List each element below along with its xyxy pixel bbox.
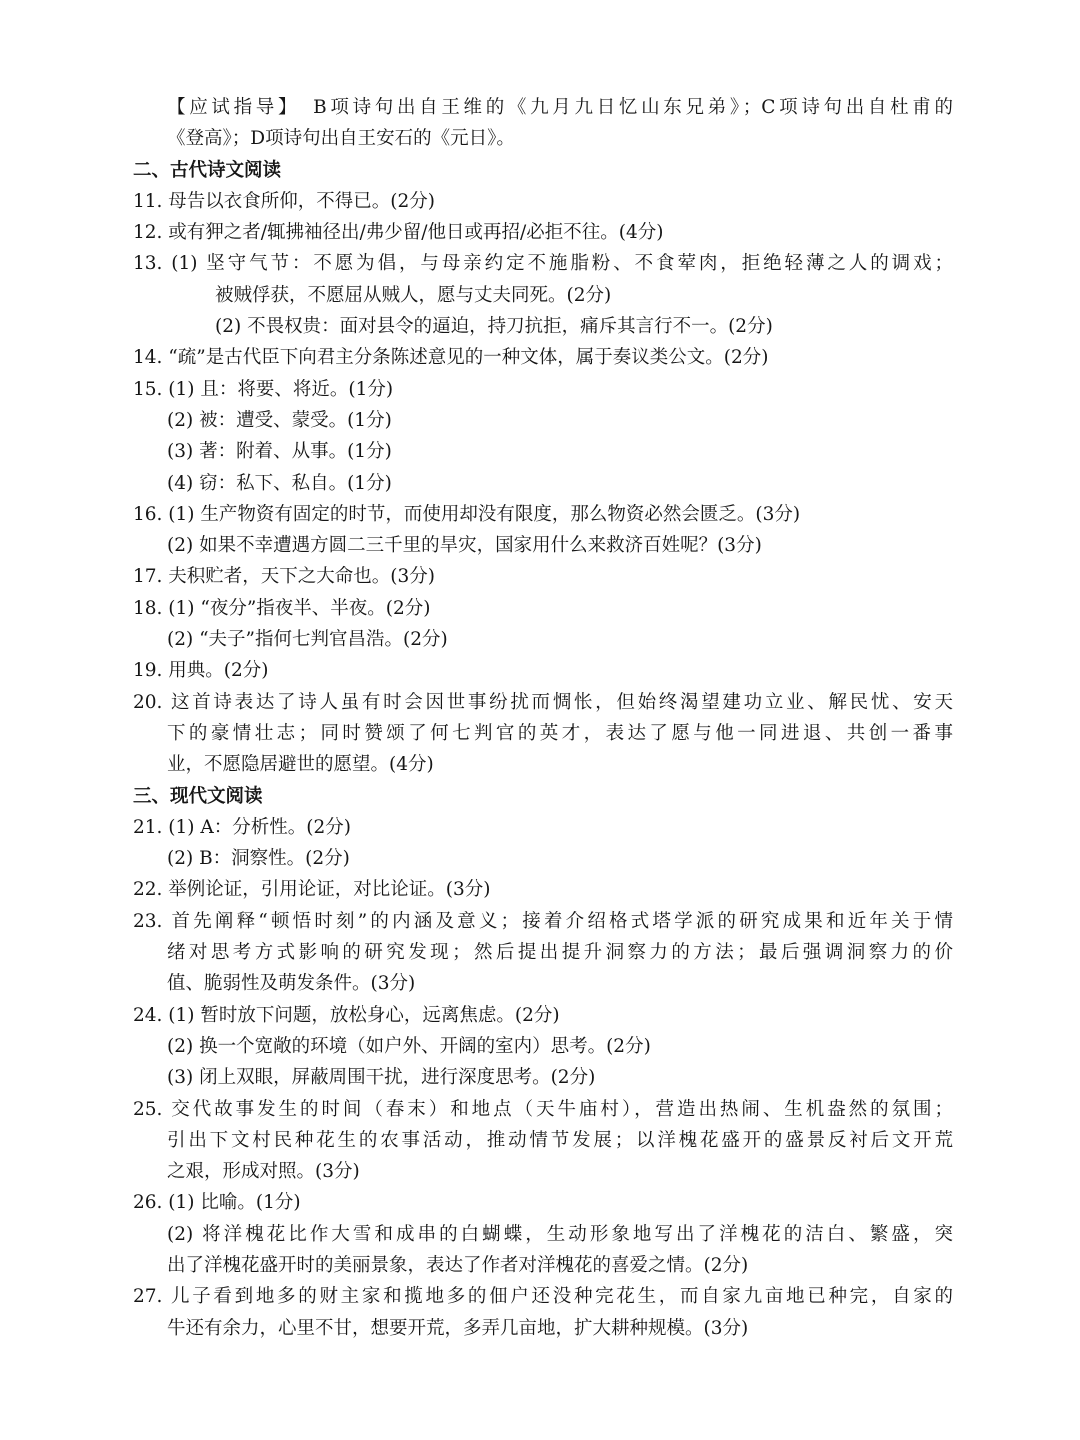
text-line: 19. 用典。(2分) xyxy=(133,660,269,682)
text-line: 11. 母告以衣食所仰，不得已。(2分) xyxy=(133,190,436,212)
section-heading: 二、古代诗文阅读 xyxy=(133,159,282,181)
text-line: (2) 如果不幸遭遇方圆二三千里的旱灾，国家用什么来救济百姓呢？(3分) xyxy=(167,535,762,557)
text-line: 12. 或有狎之者/辄拂袖径出/弗少留/他日或再招/必拒不往。(4分) xyxy=(133,222,664,244)
text-line: (2) 被：遭受、蒙受。(1分) xyxy=(167,409,392,431)
text-line: 【应试指导】 B项诗句出自王维的《九月九日忆山东兄弟》；C项诗句出自杜甫的 xyxy=(167,97,953,118)
text-line: 之艰，形成对照。(3分) xyxy=(167,1161,360,1183)
text-line: 23. 首先阐释“顿悟时刻”的内涵及意义；接着介绍格式塔学派的研究成果和近年关于情 xyxy=(133,910,953,932)
text-line: 13. (1) 坚守气节：不愿为倡，与母亲约定不施脂粉、不食荤肉，拒绝轻薄之人的调戏； xyxy=(133,253,953,275)
text-line: 25. 交代故事发生的时间（春末）和地点（天牛庙村），营造出热闹、生机盎然的氛围； xyxy=(133,1098,953,1120)
text-line: 下的豪情壮志；同时赞颂了何七判官的英才，表达了愿与他一同进退、共创一番事 xyxy=(167,722,953,744)
text-line: (3) 著：附着、从事。(1分) xyxy=(167,441,392,463)
text-line: (3) 闭上双眼，屏蔽周围干扰，进行深度思考。(2分) xyxy=(167,1067,596,1089)
text-line: (2) 将洋槐花比作大雪和成串的白蝴蝶，生动形象地写出了洋槐花的洁白、繁盛，突 xyxy=(167,1223,953,1245)
text-line: 24. (1) 暂时放下问题，放松身心，远离焦虑。(2分) xyxy=(133,1004,560,1026)
text-line: 22. 举例论证，引用论证，对比论证。(3分) xyxy=(133,879,491,901)
text-line: 14. “疏”是古代臣下向君主分条陈述意见的一种文体，属于奏议类公文。(2分) xyxy=(133,347,769,369)
text-line: 20. 这首诗表达了诗人虽有时会因世事纷扰而惆怅，但始终渴望建功立业、解民忧、安天 xyxy=(133,691,953,713)
section-heading: 三、现代文阅读 xyxy=(133,785,263,807)
text-line: (4) 窃：私下、私自。(1分) xyxy=(167,472,392,494)
text-line: 《登高》；D项诗句出自王安石的《元日》。 xyxy=(167,128,515,150)
text-line: 引出下文村民种花生的农事活动，推动情节发展；以洋槐花盛开的盛景反衬后文开荒 xyxy=(167,1129,953,1151)
text-line: 15. (1) 且：将要、将近。(1分) xyxy=(133,378,394,400)
text-line: 值、脆弱性及萌发条件。(3分) xyxy=(167,973,416,995)
text-line: 18. (1) “夜分”指夜半、半夜。(2分) xyxy=(133,597,431,619)
text-line: 17. 夫积贮者，天下之大命也。(3分) xyxy=(133,566,436,588)
text-line: 21. (1) A：分析性。(2分) xyxy=(133,816,351,838)
text-line: 牛还有余力，心里不甘，想要开荒，多弄几亩地，扩大耕种规模。(3分) xyxy=(167,1317,749,1339)
text-line: 出了洋槐花盛开时的美丽景象，表达了作者对洋槐花的喜爱之情。(2分) xyxy=(167,1254,749,1276)
answer-document xyxy=(133,92,953,1344)
text-line: (2) “夫子”指何七判官昌浩。(2分) xyxy=(167,629,448,651)
text-line: 被贼俘获，不愿屈从贼人，愿与丈夫同死。(2分) xyxy=(215,284,612,306)
text-line: (2) 不畏权贵：面对县令的逼迫，持刀抗拒，痛斥其言行不一。(2分) xyxy=(215,316,773,338)
text-line: (2) B：洞察性。(2分) xyxy=(167,848,350,870)
text-line: 27. 儿子看到地多的财主家和揽地多的佃户还没种完花生，而自家九亩地已种完，自家的 xyxy=(133,1286,953,1308)
text-line: 26. (1) 比喻。(1分) xyxy=(133,1192,301,1214)
text-line: (2) 换一个宽敞的环境（如户外、开阔的室内）思考。(2分) xyxy=(167,1035,651,1057)
text-line: 16. (1) 生产物资有固定的时节，而使用却没有限度，那么物资必然会匮乏。(3分) xyxy=(133,503,801,525)
text-line: 业，不愿隐居避世的愿望。(4分) xyxy=(167,754,434,776)
text-line: 绪对思考方式影响的研究发现；然后提出提升洞察力的方法；最后强调洞察力的价 xyxy=(167,942,953,964)
